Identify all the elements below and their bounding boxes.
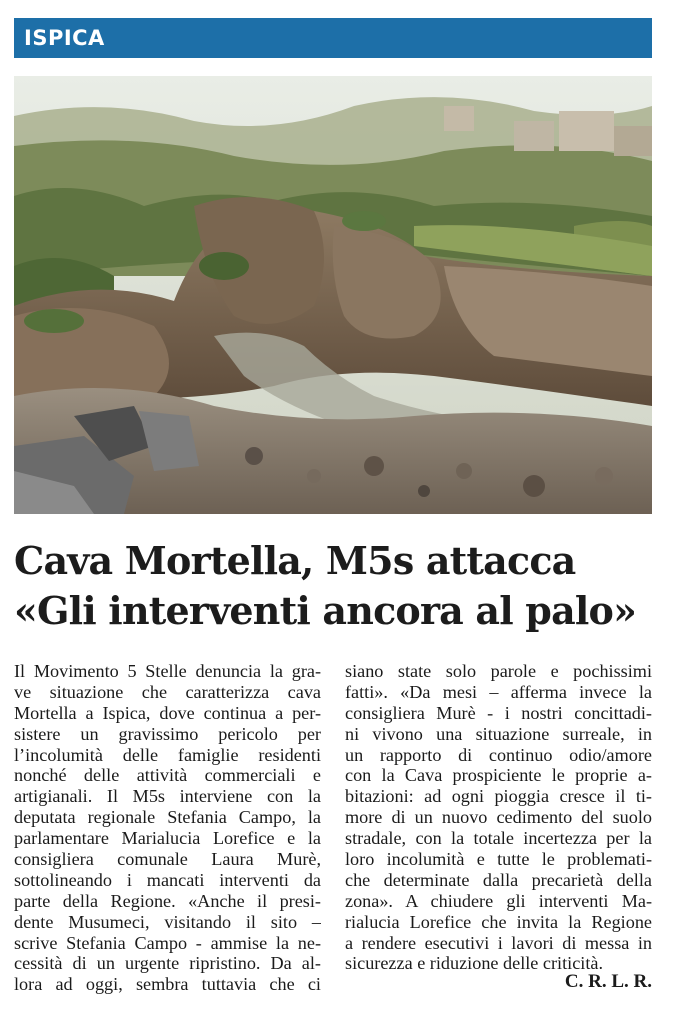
article-column-left: [14, 661, 321, 995]
article-line: loro incolumità e tutte le problemati-: [345, 849, 652, 870]
article-line: consigliera comunale Laura Murè,: [14, 849, 321, 870]
article-line: con la Cava prospiciente le proprie a-: [345, 765, 652, 786]
article-column-right: [345, 661, 652, 974]
article-line: sicurezza e riduzione delle criticità.: [345, 953, 604, 974]
article-line: siano state solo parole e pochissimi: [345, 661, 652, 681]
author-signature: C. R. L. R.: [564, 971, 652, 992]
article-line: che determinate dalla precarietà della: [345, 869, 652, 890]
section-label: ISPICA: [24, 26, 105, 50]
article-line: Mortella a Ispica, dove continua a per-: [14, 702, 321, 723]
article-line: a rendere esecutivi i lavori di messa in: [345, 932, 652, 953]
article-photo: [14, 76, 652, 514]
article-line: l’incolumità delle famiglie residenti: [14, 744, 321, 765]
article-line: parte della Regione. «Anche il presi-: [14, 890, 321, 911]
article-line: zona». A chiudere gli interventi Ma-: [345, 890, 652, 911]
article-line: ni vivono una situazione surreale, in: [345, 723, 652, 744]
article-line: sottolineando i mancati interventi da: [14, 869, 321, 890]
article-line: rialucia Lorefice che invita la Regione: [345, 911, 652, 932]
article-line: consigliera Murè - i nostri concittadi-: [345, 702, 652, 723]
headline-line-2: «Gli interventi ancora al palo»: [14, 588, 637, 633]
article-line: sistere un gravissimo pericolo per: [14, 723, 321, 744]
article-line: fatti». «Da mesi – afferma invece la: [345, 681, 652, 702]
article-line: dente Musumeci, visitando il sito –: [14, 911, 321, 932]
article-line: Il Movimento 5 Stelle denuncia la gra-: [14, 661, 321, 681]
article-line: more di un nuovo cedimento del suolo: [345, 807, 652, 828]
article-line: parlamentare Marialucia Lorefice e la: [14, 828, 321, 849]
article-line: un rapporto di continuo odio/amore: [345, 744, 652, 765]
landslide-photo-illustration: [14, 76, 652, 514]
section-header-bar: [14, 18, 652, 58]
headline: [14, 536, 664, 636]
article-line: bitazioni: ad ogni pioggia cresce il ti-: [345, 786, 652, 807]
article-line: ve situazione che caratterizza cava: [14, 681, 321, 702]
article-line: stradale, con la totale incertezza per la: [345, 828, 652, 849]
article-line: scrive Stefania Campo - ammise la ne-: [14, 932, 321, 953]
article-line: lora ad oggi, sembra tuttavia che ci: [14, 974, 321, 995]
headline-line-1: Cava Mortella, M5s attacca: [14, 538, 576, 583]
article-line: artigianali. Il M5s interviene con la: [14, 786, 321, 807]
article-line: deputata regionale Stefania Campo, la: [14, 807, 321, 828]
article-line: nonché delle attività commerciali e: [14, 765, 321, 786]
article-line: cessità di un urgente ripristino. Da al-: [14, 953, 321, 974]
